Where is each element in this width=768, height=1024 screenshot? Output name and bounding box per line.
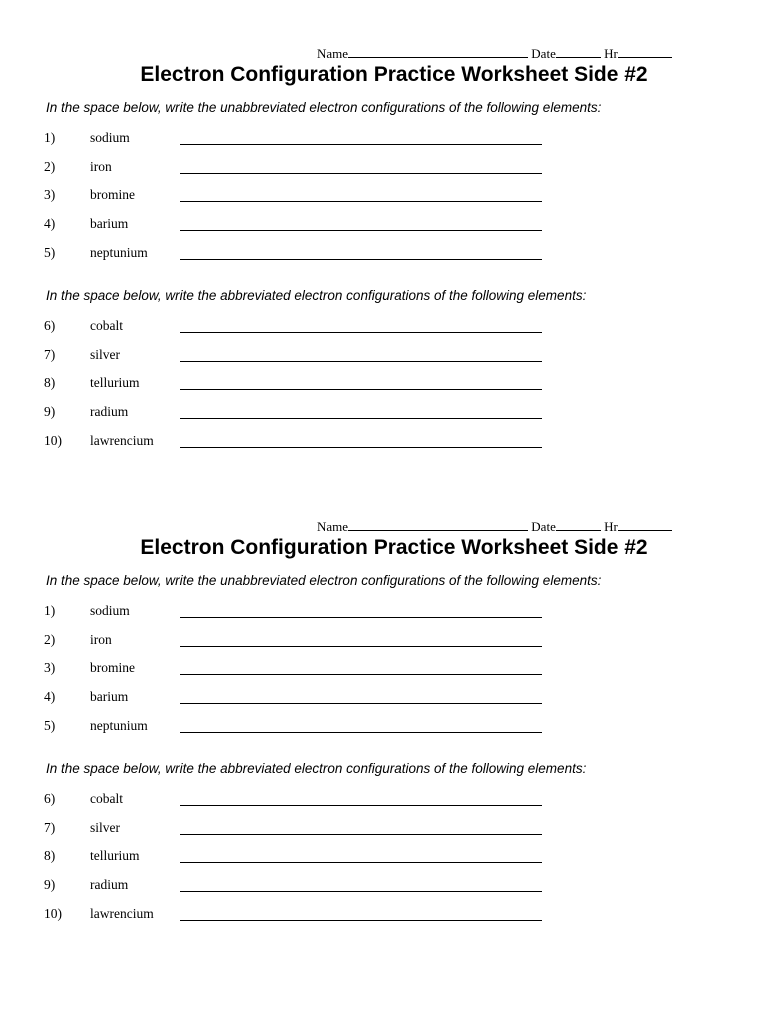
answer-line[interactable]	[180, 361, 542, 362]
question-number: 1)	[44, 603, 56, 618]
question-number: 2)	[44, 632, 56, 647]
question-number: 8)	[44, 848, 56, 863]
question-row	[0, 603, 768, 623]
name-blank[interactable]	[348, 518, 528, 531]
question-row	[0, 216, 768, 236]
element-name: silver	[90, 820, 120, 835]
question-row	[0, 632, 768, 652]
element-name: silver	[90, 347, 120, 362]
element-name: bromine	[90, 660, 135, 675]
question-number: 1)	[44, 130, 56, 145]
element-name: neptunium	[90, 718, 148, 733]
question-row	[0, 404, 768, 424]
element-name: iron	[90, 632, 112, 647]
answer-line[interactable]	[180, 230, 542, 231]
question-number: 3)	[44, 660, 56, 675]
date-blank[interactable]	[556, 518, 601, 531]
question-row	[0, 877, 768, 897]
question-number: 7)	[44, 347, 56, 362]
question-row	[0, 375, 768, 395]
date-blank[interactable]	[556, 45, 601, 58]
question-row	[0, 187, 768, 207]
student-info-header	[317, 45, 672, 62]
answer-line[interactable]	[180, 144, 542, 145]
question-number: 9)	[44, 404, 56, 419]
answer-line[interactable]	[180, 173, 542, 174]
hr-blank[interactable]	[618, 45, 672, 58]
question-number: 4)	[44, 216, 56, 231]
element-name: tellurium	[90, 375, 140, 390]
answer-line[interactable]	[180, 617, 542, 618]
element-name: radium	[90, 877, 129, 892]
question-row	[0, 791, 768, 811]
student-info-header	[317, 518, 672, 535]
element-name: barium	[90, 689, 129, 704]
question-number: 5)	[44, 245, 56, 260]
answer-line[interactable]	[180, 201, 542, 202]
question-row	[0, 347, 768, 367]
question-row	[0, 130, 768, 150]
answer-line[interactable]	[180, 891, 542, 892]
question-row	[0, 906, 768, 926]
question-number: 7)	[44, 820, 56, 835]
question-number: 6)	[44, 318, 56, 333]
question-number: 2)	[44, 159, 56, 174]
answer-line[interactable]	[180, 418, 542, 419]
answer-line[interactable]	[180, 862, 542, 863]
question-number: 9)	[44, 877, 56, 892]
instruction-abbreviated: In the space below, write the abbreviated electron configurations of the following elements:	[46, 761, 587, 776]
element-name: tellurium	[90, 848, 140, 863]
question-row	[0, 848, 768, 868]
hr-label: Hr	[604, 46, 618, 61]
answer-line[interactable]	[180, 389, 542, 390]
answer-line[interactable]	[180, 447, 542, 448]
element-name: lawrencium	[90, 906, 154, 921]
element-name: neptunium	[90, 245, 148, 260]
question-row	[0, 689, 768, 709]
hr-blank[interactable]	[618, 518, 672, 531]
name-blank[interactable]	[348, 45, 528, 58]
question-number: 10)	[44, 906, 62, 921]
answer-line[interactable]	[180, 646, 542, 647]
answer-line[interactable]	[180, 332, 542, 333]
date-label: Date	[531, 519, 556, 534]
question-row	[0, 159, 768, 179]
answer-line[interactable]	[180, 703, 542, 704]
element-name: iron	[90, 159, 112, 174]
name-label: Name	[317, 46, 349, 61]
element-name: cobalt	[90, 318, 123, 333]
question-number: 3)	[44, 187, 56, 202]
question-number: 5)	[44, 718, 56, 733]
date-label: Date	[531, 46, 556, 61]
answer-line[interactable]	[180, 805, 542, 806]
answer-line[interactable]	[180, 920, 542, 921]
answer-line[interactable]	[180, 259, 542, 260]
worksheet-title: Electron Configuration Practice Worksheet Side #2	[140, 536, 648, 559]
question-row	[0, 245, 768, 265]
question-row	[0, 820, 768, 840]
element-name: cobalt	[90, 791, 123, 806]
element-name: sodium	[90, 130, 130, 145]
element-name: sodium	[90, 603, 130, 618]
element-name: lawrencium	[90, 433, 154, 448]
answer-line[interactable]	[180, 674, 542, 675]
element-name: barium	[90, 216, 129, 231]
name-label: Name	[317, 519, 349, 534]
hr-label: Hr	[604, 519, 618, 534]
answer-line[interactable]	[180, 732, 542, 733]
question-number: 6)	[44, 791, 56, 806]
instruction-abbreviated: In the space below, write the abbreviated electron configurations of the following elements:	[46, 288, 587, 303]
question-number: 10)	[44, 433, 62, 448]
instruction-unabbreviated: In the space below, write the unabbreviated electron configurations of the following elements:	[46, 573, 602, 588]
question-row	[0, 660, 768, 680]
element-name: radium	[90, 404, 129, 419]
question-row	[0, 318, 768, 338]
question-number: 4)	[44, 689, 56, 704]
question-row	[0, 718, 768, 738]
question-row	[0, 433, 768, 453]
answer-line[interactable]	[180, 834, 542, 835]
question-number: 8)	[44, 375, 56, 390]
element-name: bromine	[90, 187, 135, 202]
worksheet-title: Electron Configuration Practice Worksheet Side #2	[140, 63, 648, 86]
instruction-unabbreviated: In the space below, write the unabbreviated electron configurations of the following elements:	[46, 100, 602, 115]
